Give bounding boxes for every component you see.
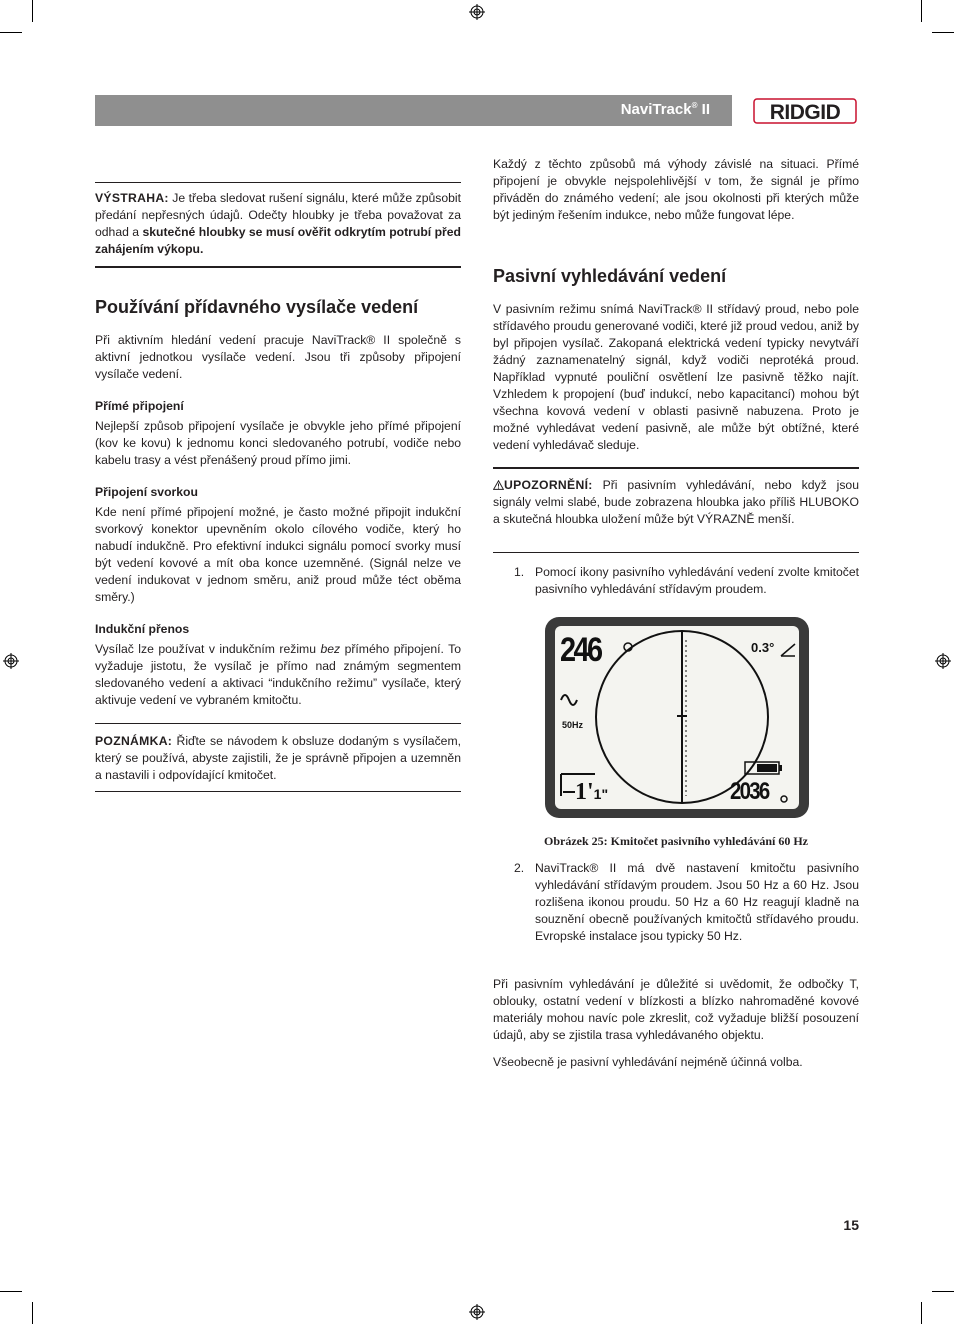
list-number: 1. bbox=[514, 565, 525, 579]
paragraph: Při aktivním hledání vedení pracuje NaviTrack® II společně s aktivní jednotkou vysílače vedení. Jsou tři způsoby připojení vysílače vedení. bbox=[95, 333, 461, 381]
crop-mark bbox=[921, 0, 922, 22]
right-closing bbox=[493, 976, 859, 1081]
lcd-display bbox=[555, 626, 799, 809]
page-number: 15 bbox=[843, 1217, 859, 1233]
paragraph: V pasivním režimu snímá NaviTrack® II střídavý proud, nebo pole střídavého proudu generované vodiči, které již proud vedou, aniž by byl připojen vysílač. Zakopaná elektrická vedení typicky nevytváří žádný zaznamenatelný signál, když vodiči neprotéká proud. Například vypnuté pouliční osvětlení lze pasivně těžko najít. Vzhledem k propojení (buď indukcí, nebo kapacitancí) mohou být všechna kovová vedení v oblasti pasivně nabuzena. Proto je možné vyhledávat vedení pasivně, ale může být obtížné, které vedení vyhledávač sleduje. bbox=[493, 302, 859, 452]
warning-box bbox=[95, 190, 461, 258]
navitrack-screen-figure bbox=[545, 617, 809, 818]
warning-triangle-icon bbox=[493, 480, 504, 490]
warning-rule-bottom bbox=[95, 266, 461, 268]
list-text: NaviTrack® II má dvě nastavení kmitočtu pasivního vyhledávání střídavým proudem. Jsou 50 Hz a 60 Hz. Jsou rozlišena ikonou proudu. 50 Hz a 60 Hz reagují kladně na souznění obecně používaných kmitočtů střídavého proudu. Evropské instalace jsou typicky 50 Hz. bbox=[535, 861, 859, 943]
subheading: Indukční přenos bbox=[95, 622, 190, 636]
crop-mark bbox=[32, 0, 33, 22]
paragraph: Při pasivním vyhledávání je důležité si uvědomit, že odbočky T, oblouky, ostatní vedení v blízkosti a blízko nahromaděné kovové materiály mohou navíc pole zkreslit, což vyžaduje bližší posouzení údajů, aby se zjistila trasa vyhledávaného objektu. bbox=[493, 977, 859, 1042]
warning-text: Je třeba sledovat rušení signálu, které může způsobit předání nepřesných údajů. Odečty hloubky je třeba považovat za odhad a bbox=[95, 191, 461, 239]
caution-label: UPOZORNĚNÍ: bbox=[504, 478, 593, 492]
list-text: Pomocí ikony pasivního vyhledávání vedení zvolte kmitočet pasivního vyhledávání střídavým proudem. bbox=[535, 565, 859, 596]
paragraph: Vysílač lze používat v indukčním režimu bez přímého připojení. To vyžaduje jistotu, že vysílač je přímo nad známým segmentem sledovaného vedení a aktivaci “indukčního režimu” vysílače, který aktivuje vedení ve vybraném kmitočtu. bbox=[95, 642, 462, 707]
crop-mark bbox=[921, 1302, 922, 1324]
note-rule-top bbox=[95, 723, 461, 724]
crop-mark bbox=[0, 32, 22, 33]
registration-mark-icon bbox=[3, 653, 19, 669]
crop-mark bbox=[32, 1302, 33, 1324]
signal-angle-value: 0.3° bbox=[751, 640, 775, 655]
caution-rule-top bbox=[493, 467, 859, 469]
paragraph: Každý z těchto způsobů má výhody závislé na situaci. Přímé připojení je obvykle nejspolehlivější v tom, že signál je přímo přiváděn do známého vedení; ale jsou okolnosti při kterých může být jediným řešením indukce, nebo může fungovat lépe. bbox=[493, 157, 859, 222]
paragraph: Všeobecně je pasivní vyhledávání nejméně účinná volba. bbox=[493, 1055, 803, 1069]
caution-rule-bottom bbox=[493, 552, 859, 553]
crop-mark bbox=[0, 1291, 22, 1292]
right-para1 bbox=[493, 301, 859, 464]
registration-mark-icon bbox=[935, 653, 951, 669]
paragraph: Nejlepší způsob připojení vysílače je obvykle jeho přímé připojení (kov ke kovu) k jednomu konci sledovaného potrubí, vodiče nebo kabelu trasy a vést přenášený proud přímo jimi. bbox=[95, 419, 461, 467]
svg-text:RIDGID: RIDGID bbox=[769, 101, 841, 124]
figure-caption: Obrázek 25: Kmitočet pasivního vyhledávání 60 Hz bbox=[544, 834, 808, 848]
caution-text: Při pasivním vyhledávání, nebo když jsou signály velmi slabé, bude zobrazena hloubka jako příliš HLUBOKO a skutečná hloubka uložení může být VÝRAZNĚ menší. bbox=[493, 478, 859, 526]
subheading: Připojení svorkou bbox=[95, 485, 198, 499]
header-title: NaviTrack® II bbox=[620, 101, 710, 118]
note-rule-bottom bbox=[95, 791, 461, 792]
right-intro bbox=[493, 156, 859, 234]
crop-mark bbox=[932, 32, 954, 33]
frequency-label: 50Hz bbox=[562, 720, 584, 730]
warning-text-bold: skutečné hloubky se musí ověřit odkrytím potrubí před zahájením výkopu. bbox=[95, 225, 461, 256]
signal-strength-value: 246 bbox=[560, 631, 601, 669]
section-heading-transmitter: Používání přídavného vysílače vedení bbox=[95, 297, 419, 317]
crop-mark bbox=[932, 1291, 954, 1292]
section-heading-passive: Pasivní vyhledávání vedení bbox=[493, 266, 727, 286]
paragraph: Kde není přímé připojení možné, je často možné připojit indukční svorkový konektor upevněním okolo cílového vodiče, který ho nabudí indukčně. Pro efektivní indukci signálu pomocí svorky musí být vedení kovové a mít oba konce uzemněné. (Signál nelze ve vedení indukovat v jednom směru, aniž proud může téct oběma směry.) bbox=[95, 505, 461, 604]
warning-label: VÝSTRAHA: bbox=[95, 191, 169, 205]
subheading: Přímé připojení bbox=[95, 399, 184, 413]
registration-mark-icon bbox=[469, 4, 485, 20]
left-column-body bbox=[95, 332, 461, 719]
warning-rule-top bbox=[95, 182, 461, 183]
note-box bbox=[95, 733, 461, 784]
note-text: Řiďte se návodem k obsluze dodaným s vysílačem, který se používá, abyste zajistili, že je správně připojen a uzemněn a nastavili i odpovídající kmitočet. bbox=[95, 734, 461, 782]
ridgid-logo bbox=[752, 96, 858, 126]
current-value: 2036 bbox=[730, 778, 769, 805]
header-bar bbox=[95, 95, 732, 126]
registration-mark-icon bbox=[469, 1304, 485, 1320]
list-number: 2. bbox=[514, 861, 525, 875]
note-label: POZNÁMKA: bbox=[95, 734, 173, 748]
depth-value: 1'1" bbox=[575, 779, 609, 805]
caution-box bbox=[493, 477, 859, 528]
